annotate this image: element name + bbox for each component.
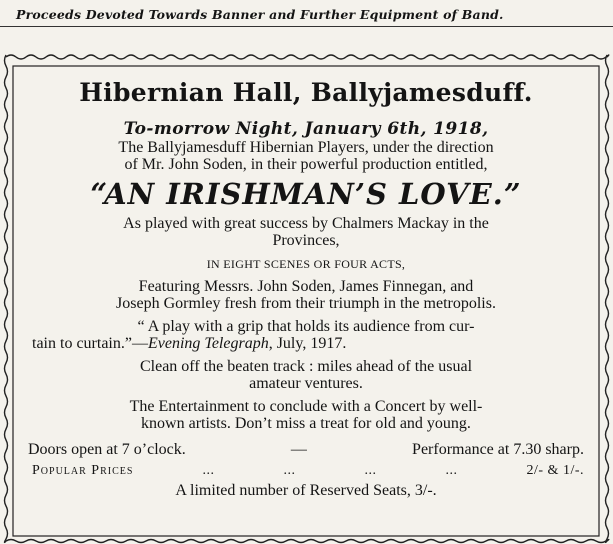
doors-open: Doors open at 7 o’clock. bbox=[28, 441, 186, 458]
intro-line-1: The Ballyjamesduff Hibernian Players, under the direction bbox=[118, 139, 494, 156]
header-line: Proceeds Devoted Towards Banner and Further Equipment of Band. bbox=[16, 7, 504, 22]
clean-line-1: Clean off the beaten track : miles ahead of the usual bbox=[139, 358, 473, 375]
hall-name: Hibernian Hall, Ballyjamesduff. bbox=[79, 78, 533, 107]
prices-dots-4: ... bbox=[445, 463, 458, 478]
prices-row bbox=[32, 463, 584, 479]
entertainment-line-1: The Entertainment to conclude with a Concert by well- bbox=[129, 398, 483, 415]
quote-line-1: “ A play with a grip that holds its audience from cur- bbox=[137, 318, 475, 335]
scenes-line: IN EIGHT SCENES OR FOUR ACTS, bbox=[206, 257, 406, 271]
played-line-1: As played with great success by Chalmers Mackay in the bbox=[123, 215, 489, 232]
entertainment-line-2: known artists. Don’t miss a treat for old and young. bbox=[141, 415, 471, 432]
reserved-seats: A limited number of Reserved Seats, 3/-. bbox=[175, 482, 437, 499]
popular-prices-label: Popular Prices bbox=[32, 463, 134, 478]
prices-dots-2: ... bbox=[283, 463, 296, 478]
prices-value: 2/- & 1/-. bbox=[526, 463, 584, 478]
prices-dots-3: ... bbox=[364, 463, 377, 478]
quote-date: , July, 1917. bbox=[268, 335, 347, 352]
prices-dots-1: ... bbox=[202, 463, 215, 478]
advertisement bbox=[16, 70, 596, 500]
clean-line-2: amateur ventures. bbox=[249, 375, 363, 392]
intro-line-2: of Mr. John Soden, in their powerful production entitled, bbox=[124, 156, 488, 173]
play-title: “AN IRISHMAN’S LOVE.” bbox=[90, 177, 522, 211]
played-line-2: Provinces, bbox=[272, 232, 340, 249]
featuring-line-2: Joseph Gormley fresh from their triumph in the metropolis. bbox=[116, 295, 496, 312]
date-line: To-morrow Night, January 6th, 1918, bbox=[123, 119, 489, 139]
featuring-line-1: Featuring Messrs. John Soden, James Finnegan, and bbox=[138, 278, 474, 295]
quote-source: Evening Telegraph bbox=[147, 335, 269, 352]
quote-text: tain to curtain.”— bbox=[32, 335, 148, 352]
times-row bbox=[28, 441, 584, 459]
quote-line-2 bbox=[24, 335, 588, 352]
performance-time: Performance at 7.30 sharp. bbox=[412, 441, 584, 458]
times-dash: — bbox=[290, 441, 307, 458]
